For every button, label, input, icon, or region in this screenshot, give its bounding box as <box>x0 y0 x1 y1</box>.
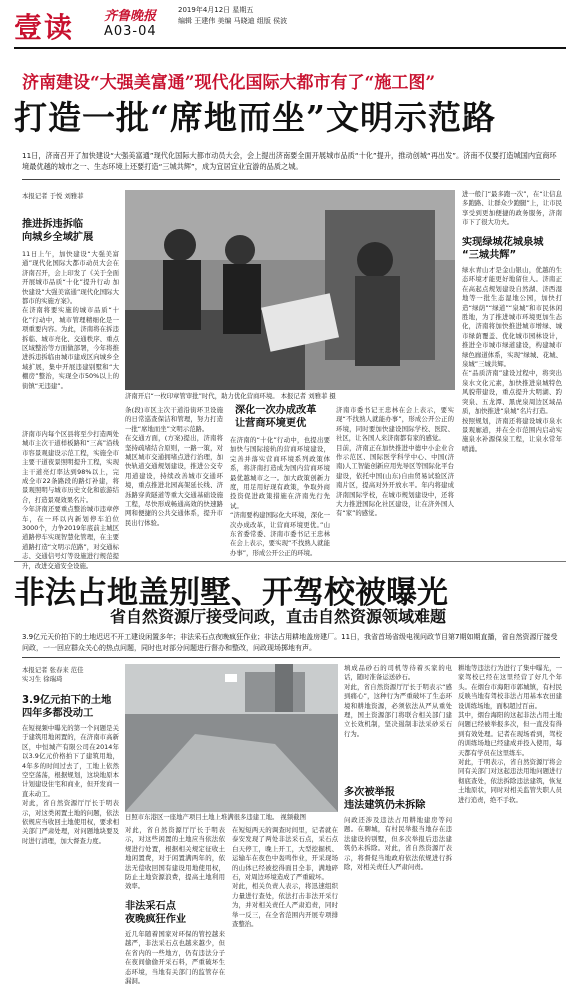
story1-column-5b: 绿水青山才是金山银山，优越的生态环境才能更好地留住人。济南正在高起点规划建设自然湖、济西湿地等一批生态湿地公园，加快打造“绿荫”“绿道”“泉城”和市民休闲胜地，为了推进城市环境更加生态化，济南将加快推进城市增绿、城市绿荫覆盖、优化城市园林设计，推进全市城市绿道建设，构建城市绿色廊道体系，实现“绿城、花城、泉城”三城共辉。 在“品质济南”建设过程中，将突出泉水文化元素，加快推进泉城特色风貌带建设，重点提升大明湖、趵突泉、五龙潭、黑虎泉周边区域品质，加快推进“泉城”名片打造。 按照规划，济南还将建设城市泉水景观廊道，并在全市范围内启动实施泉水补源保泉工程，让泉水常年喷涌。 <box>462 266 562 453</box>
story2-byline: 本报记者 张春来 范佳 实习生 徐瑞琦 <box>22 666 84 683</box>
story2-photo-caption: 日照市东港区一座地产项目土地上堆满很多违建工地。 视频截图 <box>125 813 306 821</box>
story2-subhead-2: 非法采石点 夜晚疯狂作业 <box>125 901 187 925</box>
story2-photo <box>125 664 338 812</box>
story1-subhead-2: 深化一次办成改革 让营商环境更优 <box>235 405 317 429</box>
story2-headline: 非法占地盖别墅、开驾校被曝光 <box>14 575 448 611</box>
story2-column-4: 填成品砂石的司机等待着买家的电话，随时准备运送砂石。 对此，省自然资源厅厅长于明表示“感到痛心”，这种行为严重破坏了生态环境和耕地资源，必须依法从严从重处理，国土资源部门将联合相关部门建立长效机制，坚决遏制非法采砂采石行为。 <box>344 664 452 738</box>
story2-lead: 3.9亿元天价拍下的土地迟迟不开工建设闲置多年；非法采石点夜晚疯狂作业；非法占用耕地盖房建厂。11日，我省首场省级电视问政节目第7期如期直播，省自然资源厅接受问政，一一回应群众关心的热点问题，同时也对部分问题进行督办和整改，问政现场掷地有声。 <box>22 633 558 652</box>
page-header <box>0 0 580 46</box>
lead2-divider <box>22 657 560 658</box>
story1-lead: 11日，济南召开了加快建设“大强美富通”现代化国际大都市动员大会，会上提出济南要全面开展城市品质“十化”提升，推动创城“再出发”。济南不仅要打造城国内宜商环境最优越的城市之一、生态环境上还要打造“三城共辉”，成为宜居宜业宜游的品质之城。 <box>22 151 557 171</box>
lead-divider <box>22 179 560 180</box>
story1-subhead-1: 推进拆违拆临 向城乡全域扩展 <box>22 219 94 243</box>
section-title: 壹读 <box>14 11 75 44</box>
editor-credits: 编辑 王建伟 美编 马晓迪 组版 侯波 <box>178 17 288 25</box>
story2-column-2: 对此，省自然资源厅厅长于明表示，对这些闲置的土地应当依法依规进行处置，根据相关规定征收土地闲置费，对于闲置满两年的，依法无偿收回国有建设用地使用权，防止土地资源浪费，提高土地利用效率。 <box>125 826 225 891</box>
story1-photo-caption: 济南开启“一枚印章管审批”时代，助力优化营商环境。 本报记者 刘雅菲 摄 <box>125 392 336 400</box>
story2-column-1: 在短视频中曝光的第一个问题是关于建筑用地闲置的，在济南市高新区，中恒城产有限公司在2014年以3.9亿元价格拍下了建筑用地，4年多的时间过去了，工地上依然空空荡荡，根据规划，这块地原本计划建设住宅和商业，但开发商一直未动工。 对此，省自然资源厅厅长于明表示，对这类闲置土地的问题，依法依规应当收回土地使用权，要求相关部门严肃处理，对问题地块要及时进行清理，加大督查力度。 <box>22 724 119 845</box>
story2-deck: 省自然资源厅接受问政，直击自然资源领域难题 <box>110 607 447 626</box>
story1-kicker: 济南建设“大强美富通”现代化国际大都市有了“施工图” <box>22 73 436 93</box>
story1-column-4: 济南市委书记王忠林在会上表示，要实现“不找熟人就能办事”，形成公开公正的环境，同时要加快建设国际学校、医院、社区，让各国人来济南都有家的感觉。 目前，济南正在加快推进中德中小企业合作示范区、国际医学科学中心、中国(济南)人工智能创新应用先导区等国际化平台建设，依托中国(山东)自由贸易试验区济南片区，提高对外开放水平。年内将建成济南国际学校，在城市规划建设中，还将大力推进国际化社区建设，让在济外国人有“家”的感觉。 <box>336 406 454 518</box>
story1-headline: 打造一批“席地而坐”文明示范路 <box>14 98 496 137</box>
story1-column-3: 在济南的“十化”行动中，也提出要加快与国际接轨的营商环境建设，完善并落实营商环境系列政策体系，将济南打造成为国内营商环境最优越城市之一。加大政策创新力度，用足用好现有政策，争取外商投资促进政策措施在济南先行先试。 “济南要构建国际化大环境，深化一次办成改革，让营商环境更优。”山东省委常委、济南市委书记王忠林在会上表示，要实现“不找熟人就能办事”，形成公开公正的环境。 <box>230 436 330 557</box>
story2-subhead-3: 多次被举报 违法建筑仍未拆除 <box>344 787 426 811</box>
story1-column-2: 条(段)市区主次干道沿街环卫设施的日常巡查保洁和管理，努力打造一批“席地而坐”文明示范路。 在交通方面，(方案)提出，济南将坚持疏堵结合原则，一路一策，对城区城市交通拥堵点进行治理，加快轨道交通规划建设，推进公交专用道建设，持续改善城市交通环境，重点推进北园高架延长线、济泺路穿黄隧道等重大交通基础设施工程，尽快形成畅通高效的快速路网和便捷的公共交通体系，提升市民出行体验。 <box>125 406 223 527</box>
story2-column-2b: 近几年随着国家对环保的管控越来越严，非法采石点也越来越少，但在省内的一些地方，仍有违法分子在夜间偷偷开采石料，严重破坏生态环境，当地有关部门的监管存在漏洞。 <box>125 930 225 986</box>
story1-column-1a: 11日上午，加快建设“大强美富通”现代化国际大都市动员大会在济南召开，会上印发了《关于全面开展城市品质“十化”提升行动 加快建设“大强美富通”现代化国际大都市的实施方案》。 在济南将要实施的城市品质“十化”行动中，城市管理精细化是一项重要内容。为此，济南将在拆违拆临、城市亮化、交通秩序、重点区域整治等方面做部署，今年将推进拆违拆临由城市建成区向城乡全域扩展，集中开展违建别墅和“大棚房”整治，实现全市50%以上的街镇“无违建”。 <box>22 250 119 390</box>
header-divider <box>14 47 566 49</box>
story2-column-4b: 问政还涉及违法占用耕地建房等问题。在聊城，有村民举报当地存在违法建设的别墅，但多次举报后违法建筑仍未拆除。对此，省自然资源厅表示，将督促当地政府依法依规进行拆除，对相关责任人严肃问责。 <box>344 816 452 872</box>
story1-column-5a: 进一般门“最多跑一次”，在“让信息多跑路、让群众少跑腿”上，让市民享受到更加便捷的政务服务，济南市下了很大功夫。 <box>462 190 562 227</box>
story2-column-5: 耕地等违法行为进行了集中曝光，一家驾校已经在这里经营了好几个年头。在烟台市海阳市郭城镇，有村民反映当地有驾校非法占用基本农田建设训练场地，面积超过百亩。 其中，烟台海阳的这起非法占用土地问题已经被举报多次，但一直没有得到有效处理。记者在现场看到，驾校的训练场地已经建成并投入使用，每天都有学员在这里练车。 对此，于明表示，省自然资源厅将会同有关部门对这起违法用地问题进行彻底查处，依法拆除违法建筑，恢复土地原状，同时对相关监管失职人员进行追责，绝不手软。 <box>458 664 562 804</box>
office-scene-image <box>125 190 455 390</box>
story2-column-3: 在短短两天的调查时间里，记者就在泰安发现了两处非法采石点，采石点白天停工，晚上开工，大型挖掘机、运输车在夜色中轰鸣作业，开采现场的山体已经被挖得面目全非，满地碎石，对周边环境造成了严重破坏。 对此，相关负责人表示，将迅速组织力量进行查处，依法打击非法开采行为，并对相关责任人严肃追责，同时举一反三，在全省范围内开展专项排查整治。 <box>232 826 338 929</box>
story1-subhead-3: 实现绿城花城泉城 “三城共辉” <box>462 237 544 261</box>
story-divider <box>14 561 566 562</box>
story1-byline: 本报记者 于悦 刘雅菲 <box>22 192 84 200</box>
story2-subhead-1: 3.9亿元拍下的土地 四年多都没动工 <box>22 695 112 719</box>
newspaper-logo: 齐鲁晚报 <box>104 9 157 24</box>
story1-photo <box>125 190 455 390</box>
page-number: A03-04 <box>104 24 157 39</box>
construction-site-image <box>125 664 338 812</box>
story1-column-1b: 济南市内每个区县将至少打造两处城市主次干道样板路和“三高”沿线市容景观建设示范工程，实施全市主要干道夜景照明提升工程，实现主干道亮灯率达到98%以上，完成全市22条路段的路灯补建，将景观照明与城市历史文化和旅游结合，打造景观效果名片。 今年济南还要重点整治城市违章停车，在一环以内新划停车泊位3000个，力争2019年底前主城区道路停车实现智慧化管理，在主要道路打造“文明示范路”，对交通标志、交通信号灯等设施进行规范提升，改进交通安全设施。 <box>22 430 119 570</box>
issue-date: 2019年4月12日 星期五 <box>178 6 254 14</box>
